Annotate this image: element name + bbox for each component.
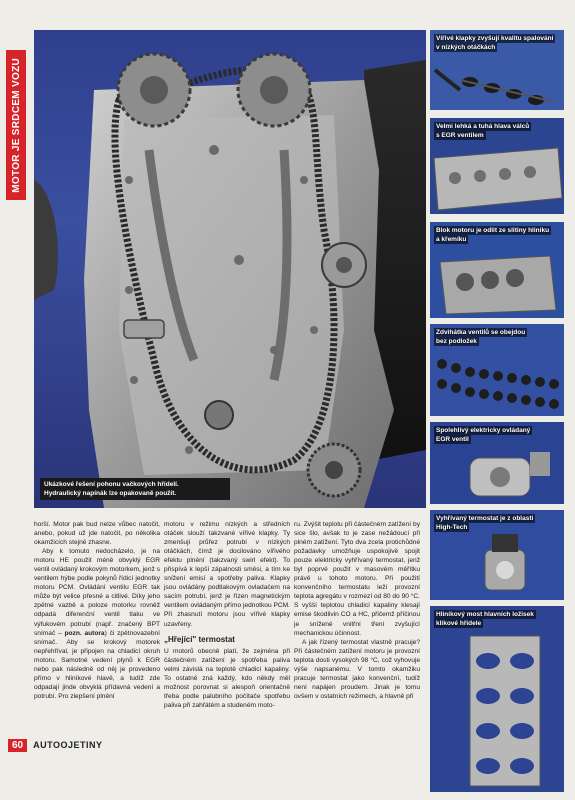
photo-caption-line: Blok motoru je odlit ze slitiny hliníku: [436, 227, 550, 234]
paragraph: U motorů obecně platí, že zejména při částečném zatížení je spotřeba paliva velmi závislá na teplotě chladicí kapaliny. To ostatně zná každý, kdo někdy měl možnost porovnat si alespoň orientačně třeba podle palubního počítače spotřebu paliva při zahřátém a studeném moto-: [164, 647, 290, 709]
engine-illustration: [34, 30, 426, 508]
cylinder-head-photo: [430, 118, 564, 214]
egr-valve-photo: [430, 422, 564, 504]
page-number: 60: [8, 739, 27, 752]
page-footer: [8, 738, 102, 752]
photo-caption-line: Zdvihátka ventilů se obejdou: [436, 329, 526, 336]
paragraph: [34, 547, 160, 701]
magazine-name: AUTOOJETINY: [33, 740, 103, 750]
bearing-bridge-illustration: [430, 606, 564, 792]
author-note: pozn. autora: [64, 629, 105, 637]
text-column-2: [164, 520, 290, 710]
photo-caption-line: a křemíku: [436, 236, 467, 243]
swirl-flaps-photo: [430, 30, 564, 110]
section-tab-label: MOTOR JE SRDCEM VOZU: [10, 57, 22, 193]
photo-caption-line: klikové hřídele: [436, 620, 482, 627]
photo-caption-box: [40, 478, 230, 500]
photo-caption-line: s EGR ventilem: [436, 132, 484, 139]
photo-caption-line: Ukázkové řešení pohonu vačkových hřídelí.: [44, 481, 179, 488]
section-heading: „Hřející" termostat: [164, 634, 235, 644]
photo-caption-line: Vířivé klapky zvyšují kvalitu spalování: [436, 35, 554, 42]
photo-caption-line: Vyhřívaný termostat je z oblasti: [436, 515, 534, 522]
photo-caption-line: High-Tech: [436, 524, 468, 531]
photo-caption-line: bez podložek: [436, 338, 477, 345]
engine-timing-chain-photo: [34, 30, 426, 508]
photo-caption-line: Spolehlivý elektricky ovládaný: [436, 427, 531, 434]
bearing-bridge-photo: [430, 606, 564, 792]
paragraph: horší. Motor pak bud nelze vůbec natočit, anebo, pokud už jde natočit, po několika okamžicích stejně zhasne.: [34, 521, 160, 547]
photo-caption-line: Hydraulický napínák lze opakovaně použít.: [44, 490, 177, 497]
paragraph: motoru v režimu nízkých a středních otáček slouží takzvané vířivé klapky. Ty zmenšují průřez potrubí v nízkých otáčkách, čímž je docilováno vířivého efektu plnění (takzvaný swirl efekt). To přispívá k lepší zápalnosti směsi, a tím ke snížení emisí a spotřeby paliva. Klapky jsou ovládány podtlakovým ovladačem na sacím potrubí, jenž je řízen magnetickým ventilem ovládaným přímo jednotkou PCM. Při zhasnutí motoru jsou vířivé klapky uzavřeny.: [164, 521, 290, 628]
valve-lifters-photo: [430, 324, 564, 416]
photo-caption-line: v nízkých otáčkách: [436, 44, 496, 51]
text-column-1: [34, 520, 160, 701]
paragraph: ru. Zvýšit teplotu při částečném zatížení by sice šlo, avšak to je zase nežádoucí při plném zatížení. Tyto dva zcela protichůdné požadavky umožňuje uspokojivě spojit pouze elektricky vyhřívaný termostat, jenž byl poprvé použit v masovém měřítku právě u tohoto motoru. Při použití konvenčního termostatu leží provozní teplota agregátu v rozmezí od 80 do 90 °C. S vyšší teplotou chladicí kapaliny klesají emise škodlivin CO a HC, přičemž příčinou je snížené vnitřní tření zvyšující mechanickou účinnost.: [294, 521, 420, 637]
engine-block-photo: [430, 222, 564, 318]
text-column-3: [294, 520, 420, 701]
paragraph: A jak řízený termostat vlastně pracuje? Při částečném zatížení motoru je provozní teplota dosti vysokých 98 °C, což vyhovuje výše napsanému. V tomto okamžiku pracuje termostat jako konvenční, tudíž není napájen proudem. Jinak je tomu ovšem v ostatních režimech, a hlavně při: [294, 638, 420, 700]
photo-caption-line: Hliníkový most hlavních ložisek: [436, 611, 534, 618]
photo-caption-line: Velmi lehká a tuhá hlava válců: [436, 123, 530, 130]
thermostat-photo: [430, 510, 564, 600]
paragraph-text: Aby k tomuto nedocházelo, je na motoru HE použit méně obvyklý EGR ventil ovládaný krokovým motorkem, jenž s ventilem hýbe podle pokynů řídicí jednotky motoru PCM. Ovládání ventilu EGR tak může být velice přesné a citlivé. Díky jeho zpětné vazbě a poloze motorku rovněž odpadá diferenční ventil tlaku ve výfukovém potrubí (např. značený BPT snímač –: [34, 548, 160, 637]
paragraph-text: ) či zpětnovazební snímač. Aby se krokový motorek nepřehříval, je připojen na chladicí okruh motoru. Samotné vedení plynů k EGR nebo pak následně od něj je provedeno přímo v hliníkové hlavě, a tudíž zde odpadají jinde obvyklá přídavná vedení a potrubí. Pro zlepšení plnění: [34, 629, 160, 700]
section-tab: [6, 50, 26, 200]
photo-caption-line: EGR ventil: [436, 436, 469, 443]
